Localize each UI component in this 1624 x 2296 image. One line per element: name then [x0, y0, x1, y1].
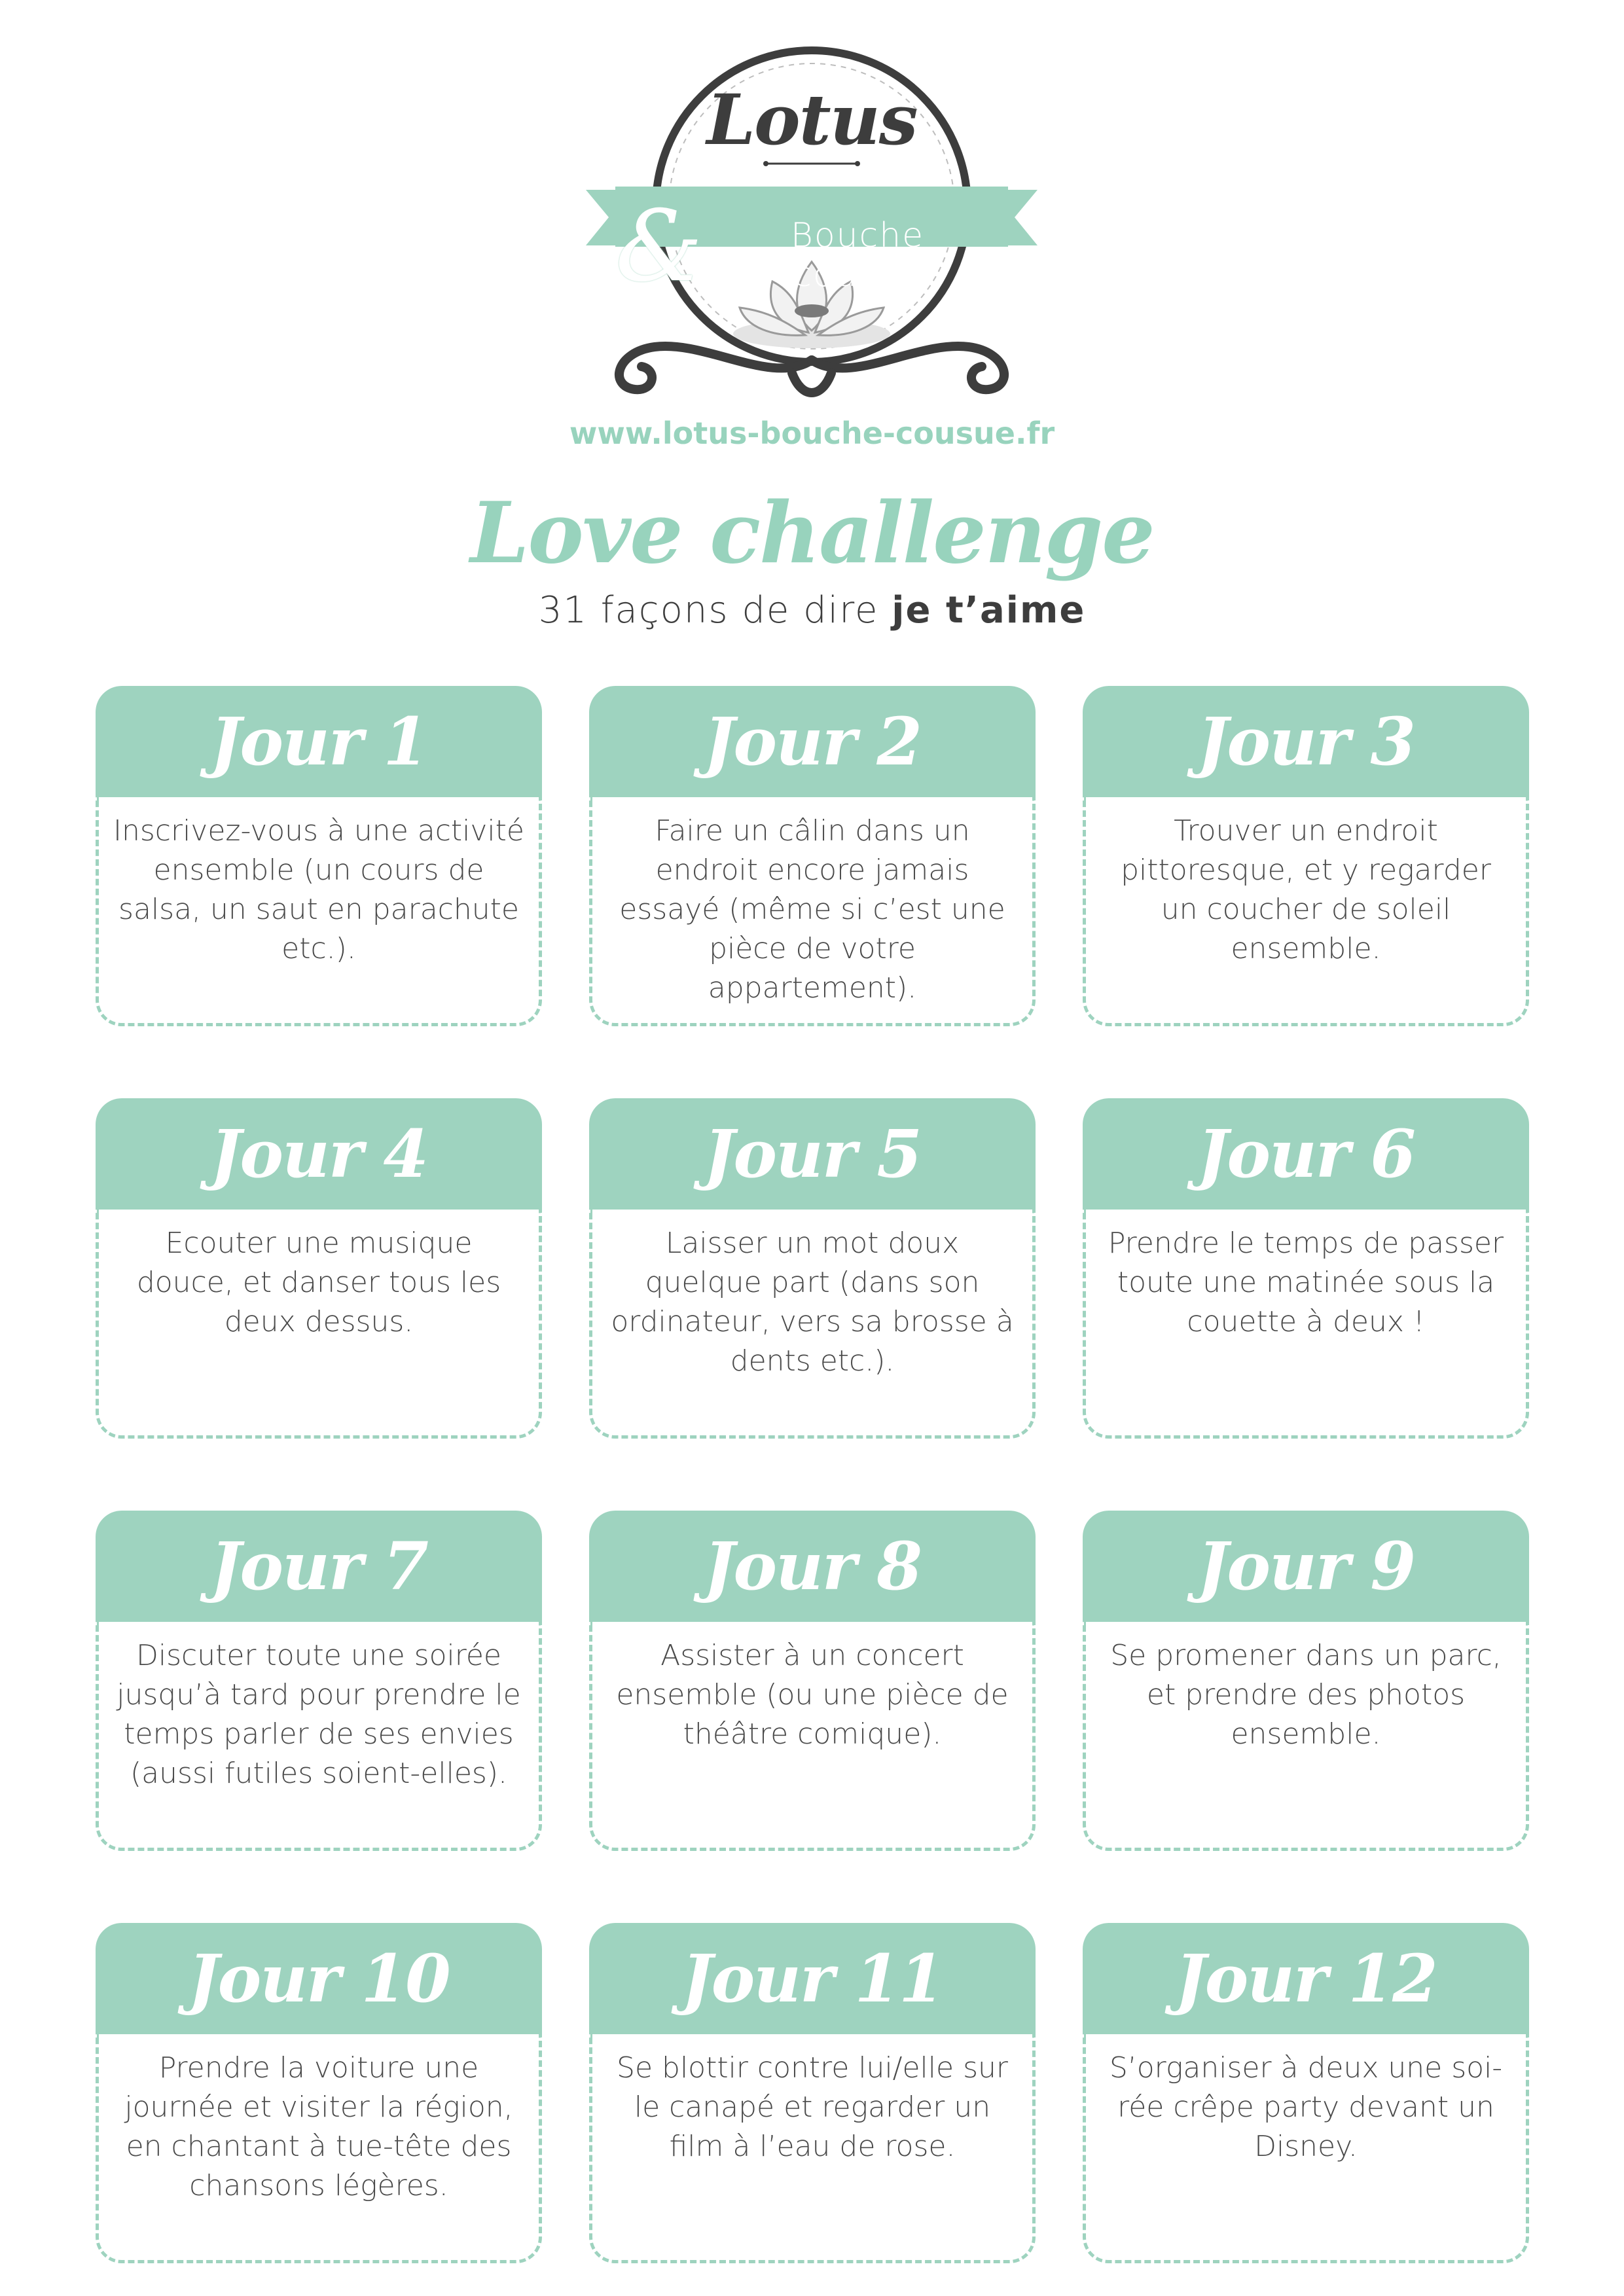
day-card	[96, 1098, 542, 1439]
page-title: Love challenge	[470, 484, 1154, 583]
logo-subtitle: Bouche cousue	[790, 216, 925, 295]
day-card-text: Se blottir contre lui/elle sur le canapé et regarder un film à l’eau de rose.	[589, 2034, 1036, 2263]
website-url[interactable]: www.lotus-bouche-cousue.fr	[569, 416, 1055, 451]
day-card-text: Trouver un endroit pittoresque, et y regarder un coucher de soleil ensemble.	[1083, 797, 1529, 1026]
flourish-ornament	[619, 346, 1004, 393]
day-card	[1083, 1923, 1529, 2263]
day-card-title: Jour 4	[96, 1098, 542, 1210]
day-card-text: Prendre le temps de passer toute une matinée sous la couette à deux !	[1083, 1210, 1529, 1439]
page-subtitle	[0, 589, 1624, 632]
day-card	[96, 1923, 542, 2263]
day-card-text: Discuter toute une soirée jusqu’à tard pour prendre le temps parler de ses envies (aussi futiles soient-elles).	[96, 1622, 542, 1851]
day-card	[1083, 1098, 1529, 1439]
day-card-text: Assister à un concert ensemble (ou une pièce de théâtre comique).	[589, 1622, 1036, 1851]
day-card-title: Jour 9	[1083, 1511, 1529, 1622]
day-card-text: Ecouter une musique douce, et danser tous les deux dessus.	[96, 1210, 542, 1439]
day-card-title: Jour 1	[96, 686, 542, 797]
day-card-text: Se promener dans un parc, et prendre des photos ensemble.	[1083, 1622, 1529, 1851]
day-card	[589, 1511, 1036, 1851]
site-logo	[576, 33, 1047, 419]
day-card	[589, 1923, 1036, 2263]
logo-title: Lotus	[706, 79, 917, 160]
logo-ampersand: &	[615, 190, 703, 304]
day-card	[96, 1511, 542, 1851]
subtitle-prefix: 31 façons de dire	[538, 589, 892, 632]
day-card-title: Jour 3	[1083, 686, 1529, 797]
day-card-text: Prendre la voiture une journée et visiter la région, en chantant à tue-tête des chansons légères.	[96, 2034, 542, 2263]
day-card	[96, 686, 542, 1026]
day-card-title: Jour 7	[96, 1511, 542, 1622]
day-card-text: Inscrivez-vous à une activité ensemble (un cours de salsa, un saut en parachute etc.).	[96, 797, 542, 1026]
day-card-text: Laisser un mot doux quelque part (dans son ordinateur, vers sa brosse à dents etc.).	[589, 1210, 1036, 1439]
day-card-title: Jour 12	[1083, 1923, 1529, 2034]
day-card	[589, 1098, 1036, 1439]
day-card-title: Jour 5	[589, 1098, 1036, 1210]
day-card-title: Jour 8	[589, 1511, 1036, 1622]
day-card-title: Jour 2	[589, 686, 1036, 797]
day-card	[1083, 1511, 1529, 1851]
day-card-text: S’organiser à deux une soi-rée crêpe party devant un Disney.	[1083, 2034, 1529, 2263]
day-card-title: Jour 11	[589, 1923, 1036, 2034]
day-card	[1083, 686, 1529, 1026]
challenge-grid	[96, 686, 1529, 2263]
day-card-title: Jour 10	[96, 1923, 542, 2034]
subtitle-emphasis: je t’aime	[892, 589, 1086, 632]
day-card-text: Faire un câlin dans un endroit encore jamais essayé (même si c’est une pièce de votre appartement).	[589, 797, 1036, 1026]
day-card-title: Jour 6	[1083, 1098, 1529, 1210]
day-card	[589, 686, 1036, 1026]
